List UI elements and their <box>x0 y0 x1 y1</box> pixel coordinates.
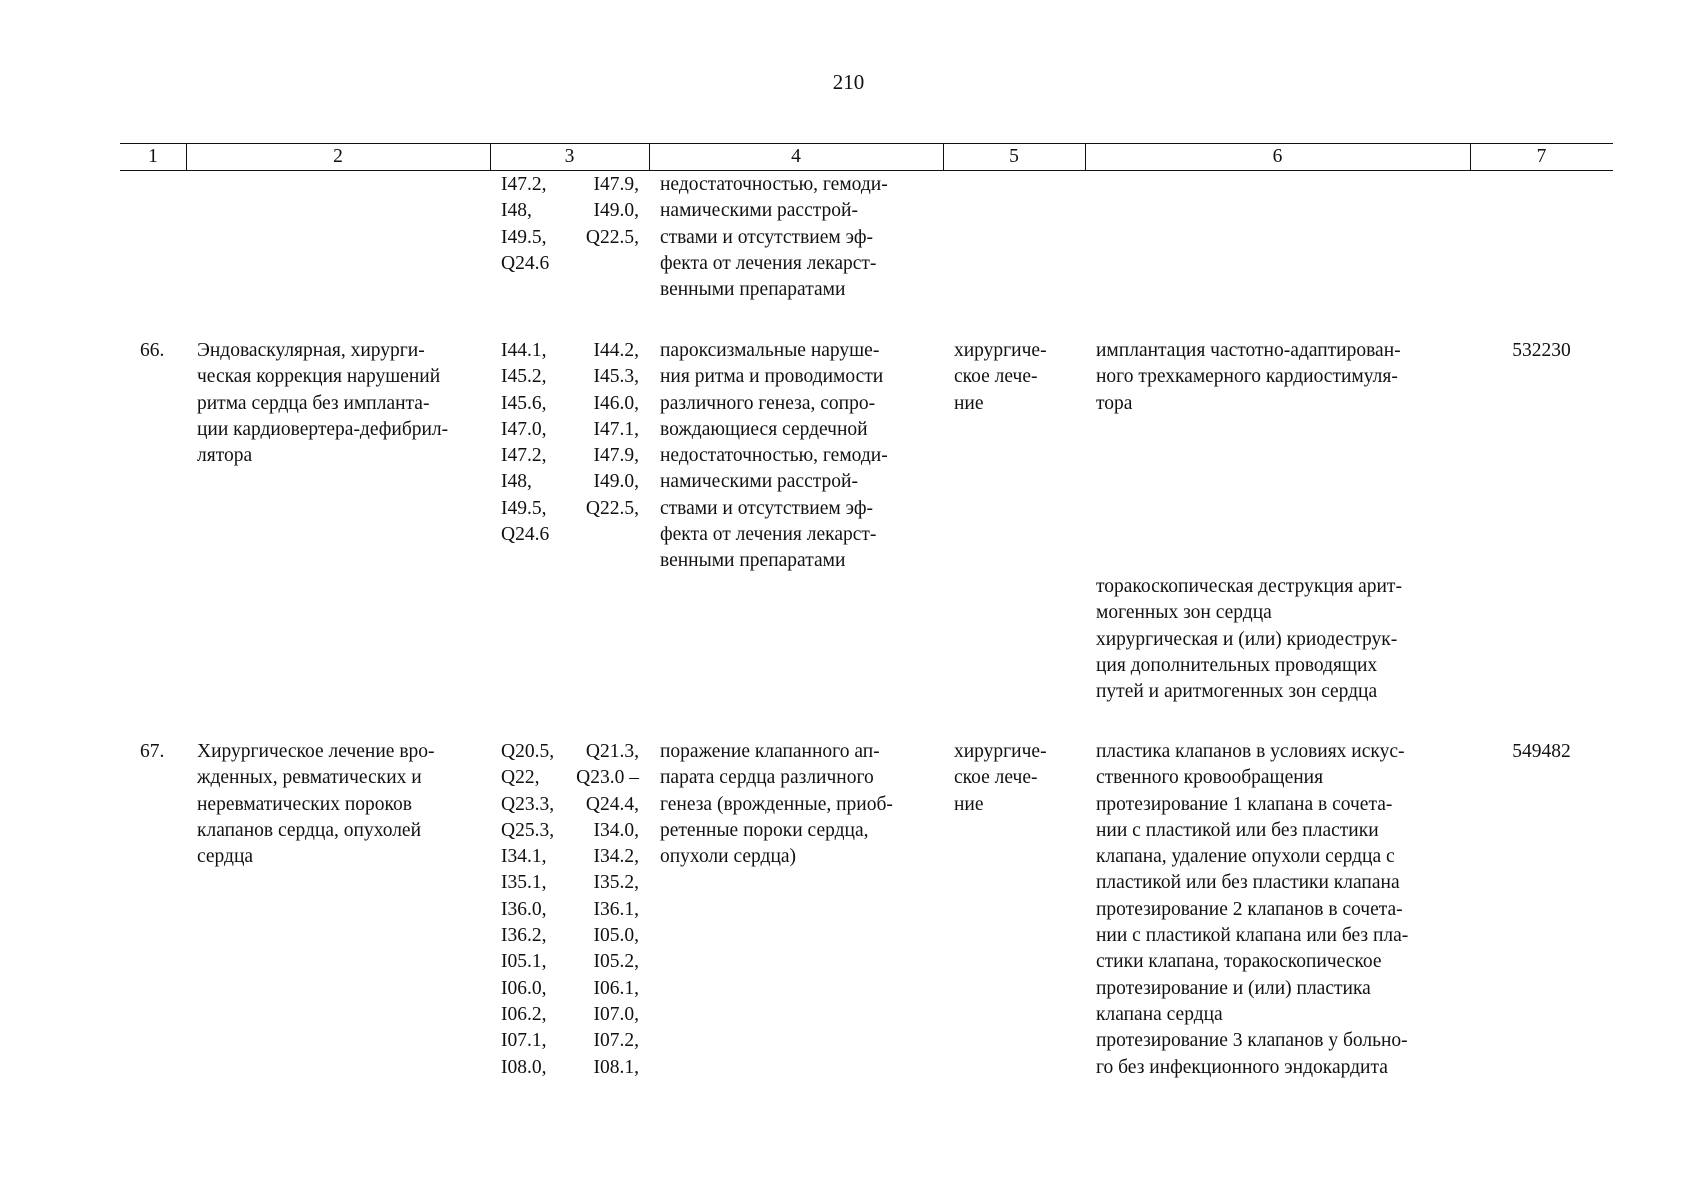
icd-codes: Q20.5, Q21.3, Q22, Q23.0 – Q23.3, Q24.4, Q25.3, I34.0, I34.1, I34.2, I35.1, I35.2, I36.0, I36.1, I36.2, I05.0, I05.1, I05.2, I06.0, I06.1, I06.2, I07.0, I07.1, I07.2, I08.0, I08.1, <box>501 741 639 1078</box>
row-number: 66. <box>140 340 165 361</box>
column-header: 2 <box>333 146 343 167</box>
page-number: 210 <box>832 70 865 94</box>
cost-value: 549482 <box>1512 741 1571 762</box>
treatment-type: хирургиче- ское лече- ние <box>954 741 1047 815</box>
continuation-codes: I47.2, I47.9, I48, I49.0, I49.5, Q22.5, Q24.6 <box>501 174 639 274</box>
method-name: Хирургическое лечение вро- жденных, ревматических и неревматических пороков клапанов сердца, опухолей сердца <box>197 741 435 868</box>
patient-model: поражение клапанного ап- парата сердца различного генеза (врожденные, приоб- ретенные пороки сердца, опухоли сердца) <box>660 741 893 868</box>
column-header: 3 <box>564 146 575 167</box>
treatment-methods: торакоскопическая деструкция арит- могенных зон сердца хирургическая и (или) криодеструк- ция дополнительных проводящих путей и аритмогенных зон сердца <box>1096 576 1402 703</box>
treatment-methods: пластика клапанов в условиях искус- ственного кровообращения протезирование 1 клапана в сочета- нии с пластикой или без пластики клапана, удаление опухоли сердца с пластикой или без пластики клапана протезирование 2 клапанов в сочета- нии с пластикой клапана или без пла- стики клапана, торакоскопическое протезирование и (или) пластика клапана сердца протезирование 3 клапанов у больно- го без инфекционного эндокардита <box>1096 741 1409 1078</box>
column-header: 6 <box>1272 146 1283 167</box>
column-header: 5 <box>1009 146 1019 167</box>
treatment-type: хирургиче- ское лече- ние <box>954 340 1047 414</box>
column-header: 4 <box>791 146 801 167</box>
treatment-methods: имплантация частотно-адаптирован- ного трехкамерного кардиостимуля- тора <box>1096 340 1401 414</box>
continuation-model: недостаточностью, гемоди- намическими расстрой- ствами и отсутствием эф- фекта от лечения лекарст- венными препаратами <box>660 174 888 301</box>
column-header: 7 <box>1536 146 1547 167</box>
row-number: 67. <box>140 741 165 762</box>
method-name: Эндоваскулярная, хирурги- ческая коррекция нарушений ритма сердца без импланта- ции кардиовертера-дефибрил- лятора <box>197 340 449 467</box>
table-header-bottom-border <box>120 170 1613 171</box>
icd-codes: I44.1, I44.2, I45.2, I45.3, I45.6, I46.0, I47.0, I47.1, I47.2, I47.9, I48, I49.0, I49.5, Q22.5, Q24.6 <box>501 340 639 546</box>
patient-model: пароксизмальные наруше- ния ритма и проводимости различного генеза, сопро- вождающиеся сердечной недостаточностью, гемоди- намическими расстрой- ствами и отсутствием эф- фекта от лечения лекарст- венными препаратами <box>660 340 888 572</box>
column-header: 1 <box>148 146 158 167</box>
cost-value: 532230 <box>1512 340 1571 361</box>
